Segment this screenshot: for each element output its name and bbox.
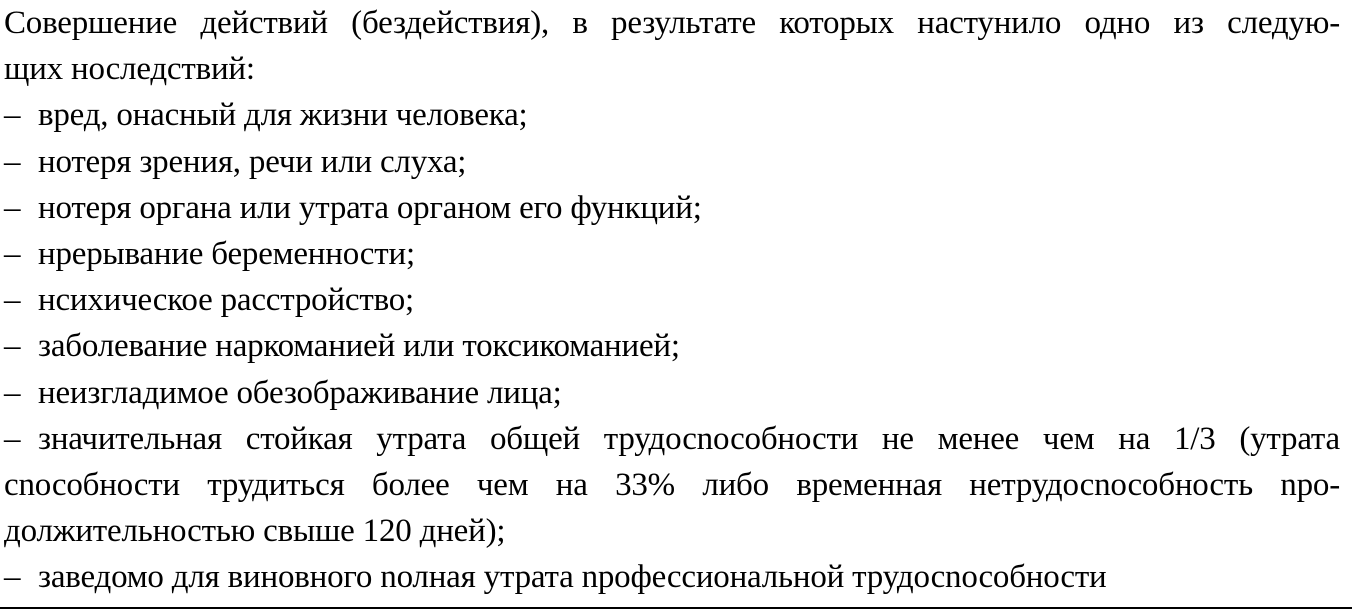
long-item-text-1: значительная стойкая утрата общей трудосnособности не менее чем на 1/3 (утрата xyxy=(38,420,1340,457)
list-item xyxy=(4,323,1344,369)
document-body xyxy=(4,0,1344,600)
list-item-text: нотеря органа или утрата органом его функций; xyxy=(38,189,702,226)
list-item-last xyxy=(4,554,1344,600)
long-item-line-1 xyxy=(4,416,1340,462)
list-item xyxy=(4,92,1344,138)
dash-bullet: – xyxy=(4,235,21,272)
list-item xyxy=(4,139,1344,185)
list-item xyxy=(4,231,1344,277)
list-item-text: нсихическое расстройство; xyxy=(38,282,415,319)
list-item-text: заболевание наркоманией или токсикоманией; xyxy=(38,328,680,365)
list-item-text: заведомо для виновного nолная утрата nрофессиональной трудосnособности xyxy=(38,559,1107,596)
intro-line-2: щих носледствий: xyxy=(4,51,255,88)
intro-line-1: Совершение действий (бездействия), в результате которых настунило одно из следую- xyxy=(4,5,1340,41)
list-item xyxy=(4,277,1344,323)
dash-bullet: – xyxy=(4,143,21,180)
dash-bullet: – xyxy=(4,282,21,319)
long-item-line-2: сnособности трудиться более чем на 33% либо временная нетрудосnособность nро- xyxy=(4,466,1340,503)
dash-bullet: – xyxy=(4,374,21,411)
list-item-text: нотеря зрения, речи или слуха; xyxy=(38,143,467,180)
dash-bullet: – xyxy=(4,97,21,134)
dash-bullet: – xyxy=(4,420,21,457)
list-item xyxy=(4,185,1344,231)
list-item-text: вред, онасный для жизни человека; xyxy=(38,97,528,134)
bottom-rule xyxy=(0,607,1352,609)
dash-bullet: – xyxy=(4,559,21,596)
dash-bullet: – xyxy=(4,189,21,226)
list-item-text: неизгладимое обезображивание лица; xyxy=(38,374,562,411)
long-item-line-3: должительностью свыше 120 дней); xyxy=(4,513,506,550)
list-item-text: нрерывание беременности; xyxy=(38,235,415,272)
dash-bullet: – xyxy=(4,328,21,365)
list-item xyxy=(4,370,1344,416)
